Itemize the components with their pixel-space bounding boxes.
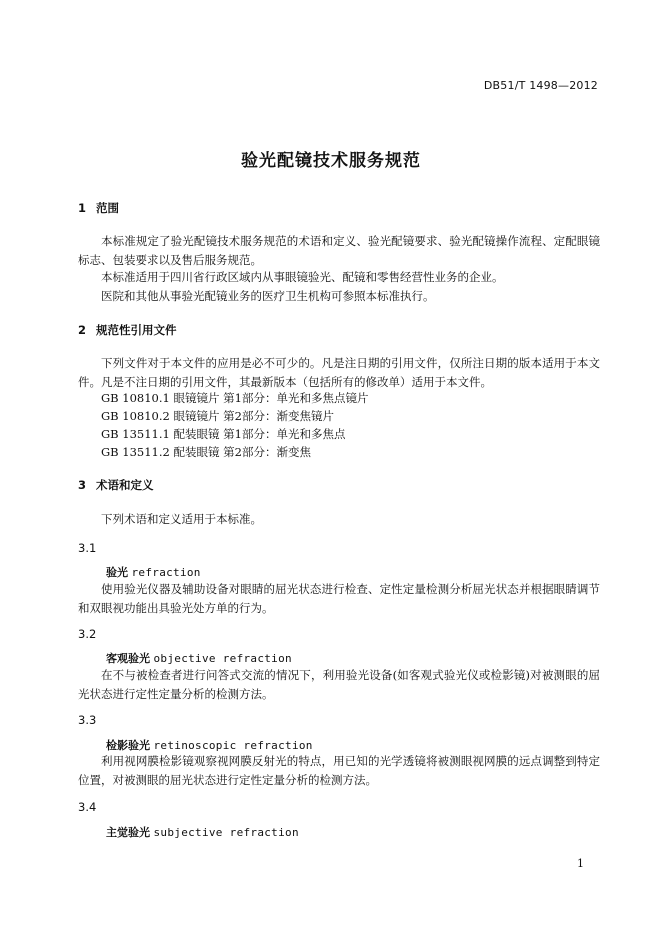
section-2-heading	[78, 322, 177, 338]
terms-intro: 下列术语和定义适用于本标准。	[101, 512, 262, 526]
section-number: 2	[78, 323, 87, 337]
document-title: 验光配镜技术服务规范	[241, 151, 421, 171]
section-title: 范围	[96, 201, 119, 215]
term-definition: 使用验光仪器及辅助设备对眼睛的屈光状态进行检查、定性定量检测分析屈光状态并根据眼睛调节和双眼视功能出具验光处方单的行为。	[78, 582, 600, 615]
term-chinese: 验光	[106, 566, 128, 579]
term-definition: 利用视网膜检影镜观察视网膜反射光的特点，用已知的光学透镜将被测眼视网膜的远点调整到特定位置，对被测眼的屈光状态进行定性定量分析的检测方法。	[78, 754, 600, 787]
term-heading	[106, 737, 313, 753]
reference-item: GB 13511.1 配装眼镜 第1部分：单光和多焦点	[101, 427, 346, 441]
clause-number: 3.4	[78, 800, 97, 814]
section-number: 1	[78, 201, 87, 215]
page-number: 1	[577, 857, 584, 870]
scope-paragraph-1: 本标准规定了验光配镜技术服务规范的术语和定义、验光配镜要求、验光配镜操作流程、定配眼镜标志、包装要求以及售后服务规范。	[78, 234, 600, 267]
reference-item: GB 10810.1 眼镜镜片 第1部分：单光和多焦点镜片	[101, 391, 369, 405]
references-intro: 下列文件对于本文件的应用是必不可少的。凡是注日期的引用文件，仅所注日期的版本适用于本文件。凡是不注日期的引用文件，其最新版本（包括所有的修改单）适用于本文件。	[78, 356, 600, 389]
section-title: 术语和定义	[96, 478, 154, 492]
section-title: 规范性引用文件	[96, 323, 177, 337]
term-heading	[106, 564, 201, 580]
term-english: objective refraction	[153, 652, 292, 665]
term-english: refraction	[131, 566, 201, 579]
term-heading	[106, 650, 292, 666]
document-code: DB51/T 1498—2012	[483, 79, 598, 92]
term-chinese: 客观验光	[106, 652, 150, 665]
reference-item: GB 13511.2 配装眼镜 第2部分：渐变焦	[101, 445, 311, 459]
reference-item: GB 10810.2 眼镜镜片 第2部分：渐变焦镜片	[101, 409, 334, 423]
scope-paragraph-3: 医院和其他从事验光配镜业务的医疗卫生机构可参照本标准执行。	[101, 289, 435, 303]
term-english: retinoscopic refraction	[153, 739, 313, 752]
term-chinese: 主觉验光	[106, 826, 150, 839]
section-3-heading	[78, 477, 154, 493]
clause-number: 3.2	[78, 627, 97, 641]
clause-number: 3.1	[78, 541, 97, 555]
scope-paragraph-2: 本标准适用于四川省行政区域内从事眼镜验光、配镜和零售经营性业务的企业。	[101, 270, 504, 284]
term-definition: 在不与被检查者进行问答式交流的情况下，利用验光设备(如客观式验光仪或检影镜)对被测眼的屈光状态进行定性定量分析的检测方法。	[78, 668, 600, 701]
section-1-heading	[78, 200, 119, 216]
term-chinese: 检影验光	[106, 739, 150, 752]
term-english: subjective refraction	[153, 826, 299, 839]
clause-number: 3.3	[78, 713, 97, 727]
term-heading	[106, 824, 299, 840]
section-number: 3	[78, 478, 87, 492]
